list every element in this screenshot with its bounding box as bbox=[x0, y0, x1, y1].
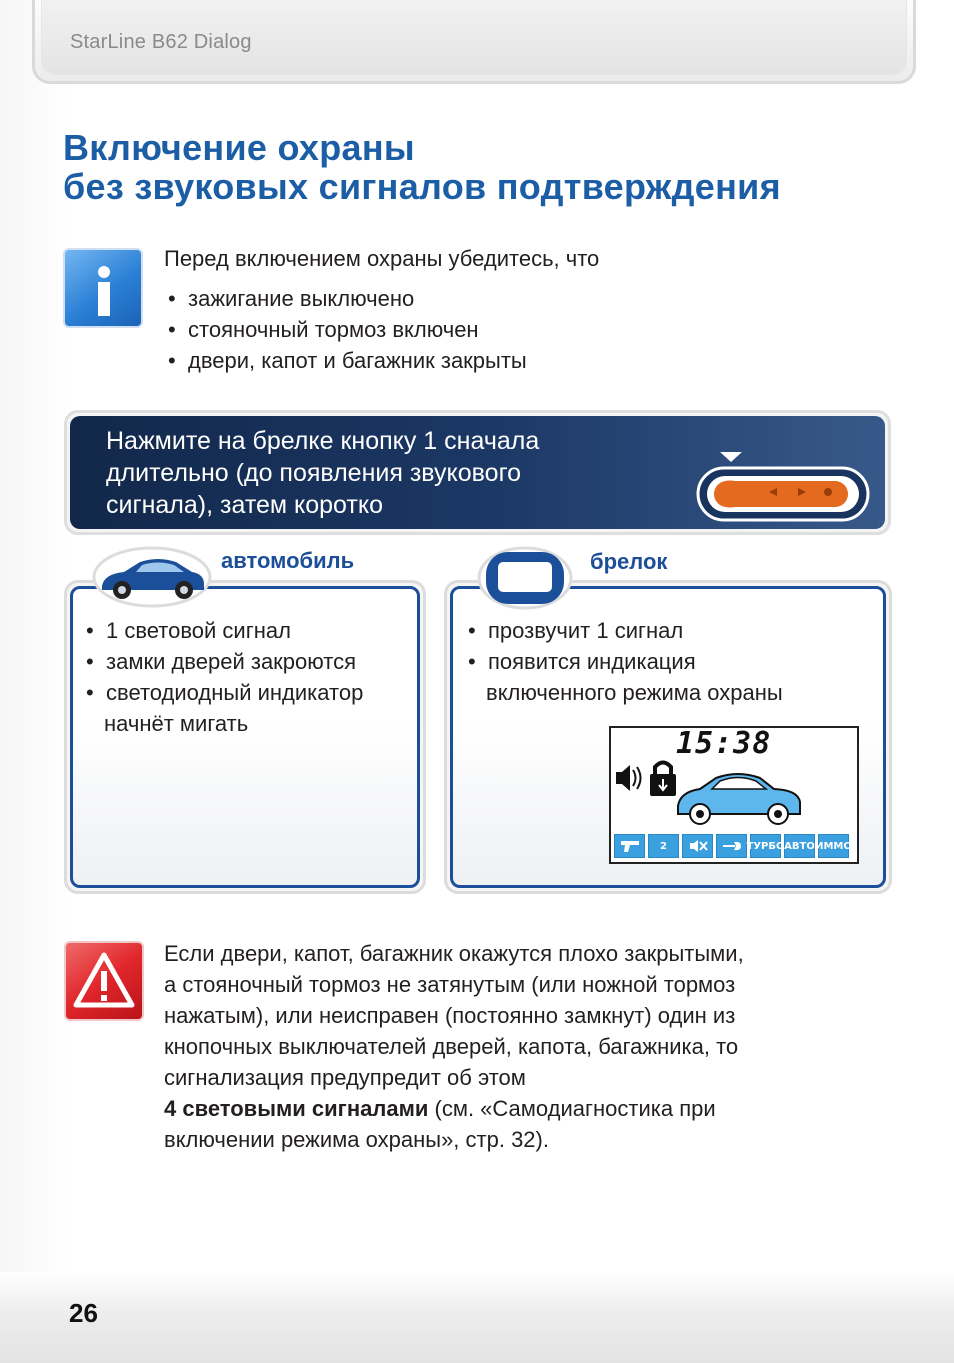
car-result-list bbox=[82, 615, 363, 739]
list-item: • замки дверей закроются bbox=[86, 649, 357, 674]
header-title: StarLine B62 Dialog bbox=[70, 31, 252, 53]
footer-bar bbox=[0, 1272, 954, 1363]
list-item: включенного режима охраны bbox=[486, 680, 783, 705]
lcd-status-icons bbox=[614, 834, 852, 858]
list-item: • стояночный тормоз включен bbox=[168, 317, 479, 342]
list-item: • прозвучит 1 сигнал bbox=[468, 618, 684, 643]
info-icon bbox=[63, 248, 143, 328]
fob-panel-label: брелок bbox=[586, 549, 671, 575]
warning-bold-text: 4 световыми сигналами bbox=[164, 1096, 429, 1121]
lcd-armed-car-icon bbox=[612, 756, 806, 832]
page-number: 26 bbox=[69, 1298, 98, 1328]
pistol-icon bbox=[614, 834, 645, 858]
precondition-list bbox=[164, 283, 527, 376]
warning-text: Если двери, капот, багажник окажутся плохо закрытыми, а стояночный тормоз не затянутым (или ножной тормоз нажатым), или неисправен (постоянно замкнут) один из кнопочных выключателей дверей, капота, багажника, то сигнализация предупредит об этом 4 световыми сигналами (см. «Самодиагностика при включении режима охраны», стр. 32). bbox=[164, 941, 744, 1152]
mute-icon bbox=[682, 834, 713, 858]
turbo-icon: ТУРБО bbox=[750, 834, 781, 858]
section-title-line-1: Включение охраны bbox=[63, 127, 415, 168]
car-panel-label: автомобиль bbox=[217, 548, 358, 574]
instruction-text bbox=[106, 425, 539, 521]
list-item: • светодиодный индикатор bbox=[86, 680, 364, 705]
fob-two-icon: 2 bbox=[648, 834, 679, 858]
instruction-line: длительно (до появления звукового bbox=[106, 459, 522, 487]
lcd-time: 15:38 bbox=[676, 726, 772, 761]
instruction-line: Нажмите на брелке кнопку 1 сначала bbox=[106, 427, 540, 455]
list-item: • зажигание выключено bbox=[168, 286, 415, 311]
key-fob-button-icon bbox=[695, 452, 871, 528]
section-title-line-2: без звуковых сигналов подтверждения bbox=[63, 166, 781, 207]
list-item: начнёт мигать bbox=[104, 711, 249, 736]
list-item: • появится индикация bbox=[468, 649, 696, 674]
info-intro-text: Перед включением охраны убедитесь, что bbox=[164, 246, 600, 271]
instruction-line: сигнала), затем коротко bbox=[106, 491, 383, 519]
warning-triangle-icon bbox=[64, 941, 144, 1021]
fob-result-list bbox=[464, 615, 783, 708]
wrench-icon bbox=[716, 834, 747, 858]
immo-icon: ИММО bbox=[818, 834, 849, 858]
list-item: • двери, капот и багажник закрыты bbox=[168, 348, 527, 373]
car-icon bbox=[92, 546, 214, 612]
auto-icon: АВТО bbox=[784, 834, 815, 858]
key-fob-icon bbox=[476, 546, 574, 614]
list-item: • 1 световой сигнал bbox=[86, 618, 291, 643]
